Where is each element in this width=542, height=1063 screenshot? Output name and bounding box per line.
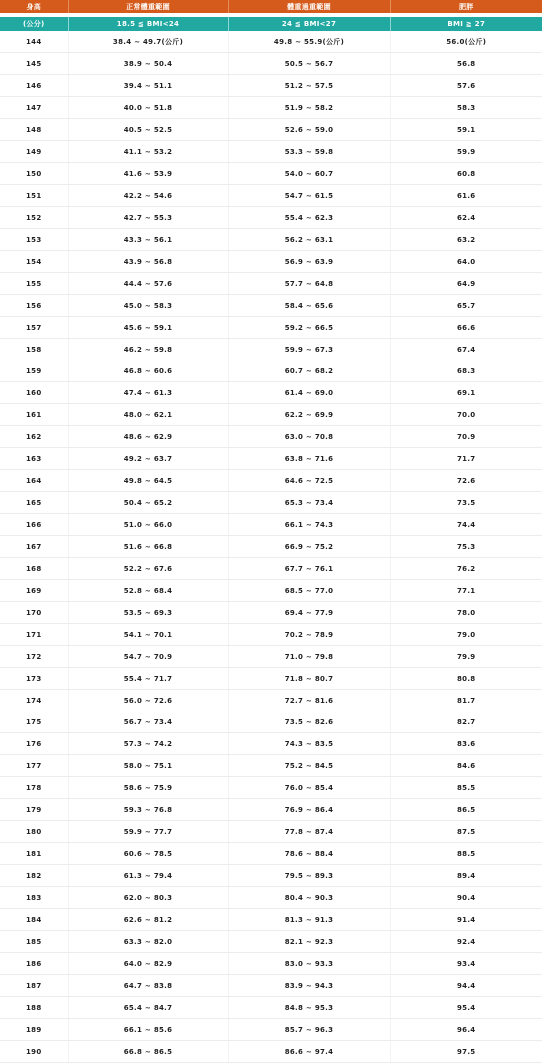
- cell-normal-range: 58.6 ~ 75.9: [68, 777, 228, 799]
- table-row: [0, 755, 542, 777]
- cell-overweight-range: 76.9 ~ 86.4: [228, 799, 390, 821]
- cell-normal-range: 54.1 ~ 70.1: [68, 624, 228, 646]
- cell-obese: 61.6: [390, 185, 542, 207]
- cell-normal-range: 56.7 ~ 73.4: [68, 711, 228, 733]
- table-row: [0, 404, 542, 426]
- cell-normal-range: 66.1 ~ 85.6: [68, 1019, 228, 1041]
- cell-height: 152: [0, 207, 68, 229]
- cell-height: 179: [0, 799, 68, 821]
- cell-normal-range: 52.2 ~ 67.6: [68, 558, 228, 580]
- cell-normal-range: 53.5 ~ 69.3: [68, 602, 228, 624]
- cell-normal-range: 51.6 ~ 66.8: [68, 536, 228, 558]
- cell-overweight-range: 81.3 ~ 91.3: [228, 909, 390, 931]
- cell-obese: 87.5: [390, 821, 542, 843]
- cell-height: 189: [0, 1019, 68, 1041]
- cell-height: 159: [0, 360, 68, 382]
- cell-obese: 86.5: [390, 799, 542, 821]
- cell-obese: 93.4: [390, 953, 542, 975]
- table-row: [0, 251, 542, 273]
- cell-obese: 97.5: [390, 1041, 542, 1063]
- cell-obese: 58.3: [390, 97, 542, 119]
- table-row: [0, 185, 542, 207]
- cell-height: 148: [0, 119, 68, 141]
- table-row: [0, 75, 542, 97]
- cell-obese: 70.0: [390, 404, 542, 426]
- table-row: [0, 843, 542, 865]
- cell-obese: 68.3: [390, 360, 542, 382]
- table-row: [0, 470, 542, 492]
- unit-overweight-bmi: 24 ≦ BMI<27: [228, 17, 390, 31]
- cell-normal-range: 43.3 ~ 56.1: [68, 229, 228, 251]
- cell-normal-range: 49.2 ~ 63.7: [68, 448, 228, 470]
- cell-overweight-range: 68.5 ~ 77.0: [228, 580, 390, 602]
- cell-obese: 96.4: [390, 1019, 542, 1041]
- cell-obese: 92.4: [390, 931, 542, 953]
- cell-height: 150: [0, 163, 68, 185]
- table-row: [0, 975, 542, 997]
- cell-normal-range: 61.3 ~ 79.4: [68, 865, 228, 887]
- cell-obese: 77.1: [390, 580, 542, 602]
- cell-normal-range: 48.0 ~ 62.1: [68, 404, 228, 426]
- cell-overweight-range: 80.4 ~ 90.3: [228, 887, 390, 909]
- cell-height: 175: [0, 711, 68, 733]
- cell-overweight-range: 77.8 ~ 87.4: [228, 821, 390, 843]
- table-row: [0, 624, 542, 646]
- cell-overweight-range: 65.3 ~ 73.4: [228, 492, 390, 514]
- cell-obese: 85.5: [390, 777, 542, 799]
- cell-normal-range: 54.7 ~ 70.9: [68, 646, 228, 668]
- cell-height: 180: [0, 821, 68, 843]
- cell-height: 146: [0, 75, 68, 97]
- cell-obese: 69.1: [390, 382, 542, 404]
- cell-obese: 64.9: [390, 273, 542, 295]
- table-row: [0, 31, 542, 53]
- cell-overweight-range: 72.7 ~ 81.6: [228, 690, 390, 712]
- cell-normal-range: 63.3 ~ 82.0: [68, 931, 228, 953]
- cell-height: 176: [0, 733, 68, 755]
- cell-normal-range: 38.4 ~ 49.7(公斤): [68, 31, 228, 53]
- cell-overweight-range: 63.8 ~ 71.6: [228, 448, 390, 470]
- table-row: [0, 360, 542, 382]
- cell-obese: 91.4: [390, 909, 542, 931]
- cell-overweight-range: 79.5 ~ 89.3: [228, 865, 390, 887]
- cell-normal-range: 49.8 ~ 64.5: [68, 470, 228, 492]
- cell-normal-range: 42.2 ~ 54.6: [68, 185, 228, 207]
- cell-obese: 59.9: [390, 141, 542, 163]
- cell-overweight-range: 83.0 ~ 93.3: [228, 953, 390, 975]
- cell-overweight-range: 66.1 ~ 74.3: [228, 514, 390, 536]
- cell-obese: 65.7: [390, 295, 542, 317]
- cell-obese: 84.6: [390, 755, 542, 777]
- table-row: [0, 53, 542, 75]
- cell-normal-range: 60.6 ~ 78.5: [68, 843, 228, 865]
- cell-height: 155: [0, 273, 68, 295]
- cell-overweight-range: 64.6 ~ 72.5: [228, 470, 390, 492]
- cell-obese: 88.5: [390, 843, 542, 865]
- cell-obese: 64.0: [390, 251, 542, 273]
- table-row: [0, 448, 542, 470]
- table-row: [0, 514, 542, 536]
- cell-obese: 56.8: [390, 53, 542, 75]
- cell-height: 169: [0, 580, 68, 602]
- table-row: [0, 1041, 542, 1063]
- cell-obese: 74.4: [390, 514, 542, 536]
- cell-height: 161: [0, 404, 68, 426]
- unit-row: [0, 17, 542, 31]
- cell-obese: 75.3: [390, 536, 542, 558]
- table-row: [0, 580, 542, 602]
- cell-normal-range: 64.0 ~ 82.9: [68, 953, 228, 975]
- cell-normal-range: 57.3 ~ 74.2: [68, 733, 228, 755]
- cell-obese: 57.6: [390, 75, 542, 97]
- cell-height: 184: [0, 909, 68, 931]
- cell-obese: 73.5: [390, 492, 542, 514]
- cell-overweight-range: 85.7 ~ 96.3: [228, 1019, 390, 1041]
- cell-obese: 80.8: [390, 668, 542, 690]
- cell-height: 181: [0, 843, 68, 865]
- table-row: [0, 821, 542, 843]
- cell-obese: 83.6: [390, 733, 542, 755]
- table-row: [0, 887, 542, 909]
- cell-height: 162: [0, 426, 68, 448]
- table-row: [0, 273, 542, 295]
- cell-height: 188: [0, 997, 68, 1019]
- cell-height: 144: [0, 31, 68, 53]
- cell-height: 147: [0, 97, 68, 119]
- cell-obese: 72.6: [390, 470, 542, 492]
- cell-height: 170: [0, 602, 68, 624]
- cell-overweight-range: 53.3 ~ 59.8: [228, 141, 390, 163]
- cell-overweight-range: 51.2 ~ 57.5: [228, 75, 390, 97]
- cell-obese: 70.9: [390, 426, 542, 448]
- cell-normal-range: 59.9 ~ 77.7: [68, 821, 228, 843]
- cell-normal-range: 38.9 ~ 50.4: [68, 53, 228, 75]
- cell-obese: 56.0(公斤): [390, 31, 542, 53]
- cell-normal-range: 52.8 ~ 68.4: [68, 580, 228, 602]
- cell-overweight-range: 55.4 ~ 62.3: [228, 207, 390, 229]
- cell-height: 166: [0, 514, 68, 536]
- cell-obese: 66.6: [390, 317, 542, 339]
- cell-overweight-range: 76.0 ~ 85.4: [228, 777, 390, 799]
- cell-overweight-range: 63.0 ~ 70.8: [228, 426, 390, 448]
- cell-overweight-range: 62.2 ~ 69.9: [228, 404, 390, 426]
- cell-normal-range: 65.4 ~ 84.7: [68, 997, 228, 1019]
- cell-overweight-range: 82.1 ~ 92.3: [228, 931, 390, 953]
- cell-overweight-range: 84.8 ~ 95.3: [228, 997, 390, 1019]
- cell-obese: 71.7: [390, 448, 542, 470]
- cell-normal-range: 48.6 ~ 62.9: [68, 426, 228, 448]
- table-row: [0, 668, 542, 690]
- cell-height: 185: [0, 931, 68, 953]
- cell-height: 173: [0, 668, 68, 690]
- table-row: [0, 909, 542, 931]
- table-row: [0, 382, 542, 404]
- unit-obese-bmi: BMI ≧ 27: [390, 17, 542, 31]
- cell-overweight-range: 51.9 ~ 58.2: [228, 97, 390, 119]
- cell-overweight-range: 74.3 ~ 83.5: [228, 733, 390, 755]
- cell-obese: 94.4: [390, 975, 542, 997]
- cell-obese: 59.1: [390, 119, 542, 141]
- cell-overweight-range: 70.2 ~ 78.9: [228, 624, 390, 646]
- cell-obese: 90.4: [390, 887, 542, 909]
- cell-normal-range: 41.1 ~ 53.2: [68, 141, 228, 163]
- cell-normal-range: 56.0 ~ 72.6: [68, 690, 228, 712]
- cell-normal-range: 42.7 ~ 55.3: [68, 207, 228, 229]
- table-row: [0, 119, 542, 141]
- cell-overweight-range: 57.7 ~ 64.8: [228, 273, 390, 295]
- cell-overweight-range: 66.9 ~ 75.2: [228, 536, 390, 558]
- cell-overweight-range: 52.6 ~ 59.0: [228, 119, 390, 141]
- cell-normal-range: 50.4 ~ 65.2: [68, 492, 228, 514]
- cell-overweight-range: 75.2 ~ 84.5: [228, 755, 390, 777]
- cell-normal-range: 40.5 ~ 52.5: [68, 119, 228, 141]
- cell-height: 187: [0, 975, 68, 997]
- cell-height: 190: [0, 1041, 68, 1063]
- table-row: [0, 558, 542, 580]
- cell-height: 172: [0, 646, 68, 668]
- cell-obese: 76.2: [390, 558, 542, 580]
- table-row: [0, 97, 542, 119]
- table-row: [0, 317, 542, 339]
- table-row: [0, 295, 542, 317]
- table-row: [0, 733, 542, 755]
- cell-normal-range: 43.9 ~ 56.8: [68, 251, 228, 273]
- table-row: [0, 602, 542, 624]
- cell-normal-range: 41.6 ~ 53.9: [68, 163, 228, 185]
- cell-height: 183: [0, 887, 68, 909]
- table-row: [0, 339, 542, 361]
- cell-height: 153: [0, 229, 68, 251]
- table-row: [0, 141, 542, 163]
- cell-normal-range: 55.4 ~ 71.7: [68, 668, 228, 690]
- cell-height: 160: [0, 382, 68, 404]
- cell-height: 168: [0, 558, 68, 580]
- cell-height: 158: [25, 345, 42, 354]
- cell-overweight-range: 71.8 ~ 80.7: [228, 668, 390, 690]
- cell-normal-range: 39.4 ~ 51.1: [68, 75, 228, 97]
- unit-height: (公分): [0, 17, 68, 31]
- cell-height: 186: [0, 953, 68, 975]
- cell-overweight-range: 59.2 ~ 66.5: [228, 317, 390, 339]
- cell-height: 167: [0, 536, 68, 558]
- cell-overweight-range: 60.7 ~ 68.2: [228, 360, 390, 382]
- cell-height: 165: [0, 492, 68, 514]
- cell-height: 151: [0, 185, 68, 207]
- cell-overweight-range: 58.4 ~ 65.6: [228, 295, 390, 317]
- cell-overweight-range: 73.5 ~ 82.6: [228, 711, 390, 733]
- cell-height: 177: [0, 755, 68, 777]
- cell-normal-range: 45.0 ~ 58.3: [68, 295, 228, 317]
- cell-obese: 89.4: [390, 865, 542, 887]
- cell-obese: 95.4: [390, 997, 542, 1019]
- table-row: [0, 865, 542, 887]
- cell-obese: 67.4: [390, 339, 542, 361]
- header-row: [0, 0, 542, 13]
- table-row: [0, 953, 542, 975]
- cell-overweight-range: 71.0 ~ 79.8: [228, 646, 390, 668]
- cell-obese: 81.7: [390, 690, 542, 712]
- table-row: [0, 536, 542, 558]
- cell-height: 164: [0, 470, 68, 492]
- unit-normal-bmi: 18.5 ≦ BMI<24: [68, 17, 228, 31]
- cell-normal-range: 46.8 ~ 60.6: [68, 360, 228, 382]
- cell-normal-range: 45.6 ~ 59.1: [68, 317, 228, 339]
- cell-overweight-range: 69.4 ~ 77.9: [228, 602, 390, 624]
- table-row: [0, 997, 542, 1019]
- table-row: [0, 492, 542, 514]
- cell-height: 154: [0, 251, 68, 273]
- cell-overweight-range: 56.2 ~ 63.1: [228, 229, 390, 251]
- cell-height: 157: [0, 317, 68, 339]
- cell-obese: 79.9: [390, 646, 542, 668]
- cell-normal-range: 46.2 ~ 59.8: [68, 339, 228, 361]
- header-obese: 肥胖: [390, 0, 542, 13]
- cell-obese: 63.2: [390, 229, 542, 251]
- cell-height: 163: [0, 448, 68, 470]
- cell-height: 182: [0, 865, 68, 887]
- table-row: [0, 711, 542, 733]
- cell-height: 145: [0, 53, 68, 75]
- cell-normal-range: 59.3 ~ 76.8: [68, 799, 228, 821]
- cell-obese: 82.7: [390, 711, 542, 733]
- table-row: [0, 163, 542, 185]
- cell-overweight-range: 50.5 ~ 56.7: [228, 53, 390, 75]
- cell-normal-range: 62.6 ~ 81.2: [68, 909, 228, 931]
- table-row: [0, 229, 542, 251]
- cell-overweight-range: 83.9 ~ 94.3: [228, 975, 390, 997]
- table-row: [0, 931, 542, 953]
- table-row: [0, 207, 542, 229]
- cell-normal-range: 40.0 ~ 51.8: [68, 97, 228, 119]
- cell-normal-range: 64.7 ~ 83.8: [68, 975, 228, 997]
- cell-overweight-range: 56.9 ~ 63.9: [228, 251, 390, 273]
- table-row: [0, 799, 542, 821]
- header-overweight-range: 體重過重範圍: [228, 0, 390, 13]
- table-row: [0, 777, 542, 799]
- cell-overweight-range: 61.4 ~ 69.0: [228, 382, 390, 404]
- cell-height: 156: [0, 295, 68, 317]
- table-row: [0, 1019, 542, 1041]
- cell-overweight-range: 49.8 ~ 55.9(公斤): [228, 31, 390, 53]
- cell-normal-range: 62.0 ~ 80.3: [68, 887, 228, 909]
- cell-normal-range: 58.0 ~ 75.1: [68, 755, 228, 777]
- cell-obese: 60.8: [390, 163, 542, 185]
- cell-normal-range: 44.4 ~ 57.6: [68, 273, 228, 295]
- cell-height: 178: [0, 777, 68, 799]
- cell-overweight-range: 59.9 ~ 67.3: [228, 339, 390, 361]
- cell-overweight-range: 54.7 ~ 61.5: [228, 185, 390, 207]
- cell-height: 149: [0, 141, 68, 163]
- header-normal-range: 正常體重範圍: [68, 0, 228, 13]
- table-row: [0, 690, 542, 712]
- header-height: 身高: [0, 0, 68, 13]
- cell-normal-range: 47.4 ~ 61.3: [68, 382, 228, 404]
- cell-overweight-range: 86.6 ~ 97.4: [228, 1041, 390, 1063]
- cell-normal-range: 66.8 ~ 86.5: [68, 1041, 228, 1063]
- cell-height: 171: [0, 624, 68, 646]
- cell-obese: 78.0: [390, 602, 542, 624]
- cell-height: 174: [25, 696, 42, 705]
- table-row: [0, 646, 542, 668]
- cell-obese: 79.0: [390, 624, 542, 646]
- cell-overweight-range: 54.0 ~ 60.7: [228, 163, 390, 185]
- cell-overweight-range: 67.7 ~ 76.1: [228, 558, 390, 580]
- cell-normal-range: 51.0 ~ 66.0: [68, 514, 228, 536]
- cell-obese: 62.4: [390, 207, 542, 229]
- table-row: [0, 426, 542, 448]
- cell-overweight-range: 78.6 ~ 88.4: [228, 843, 390, 865]
